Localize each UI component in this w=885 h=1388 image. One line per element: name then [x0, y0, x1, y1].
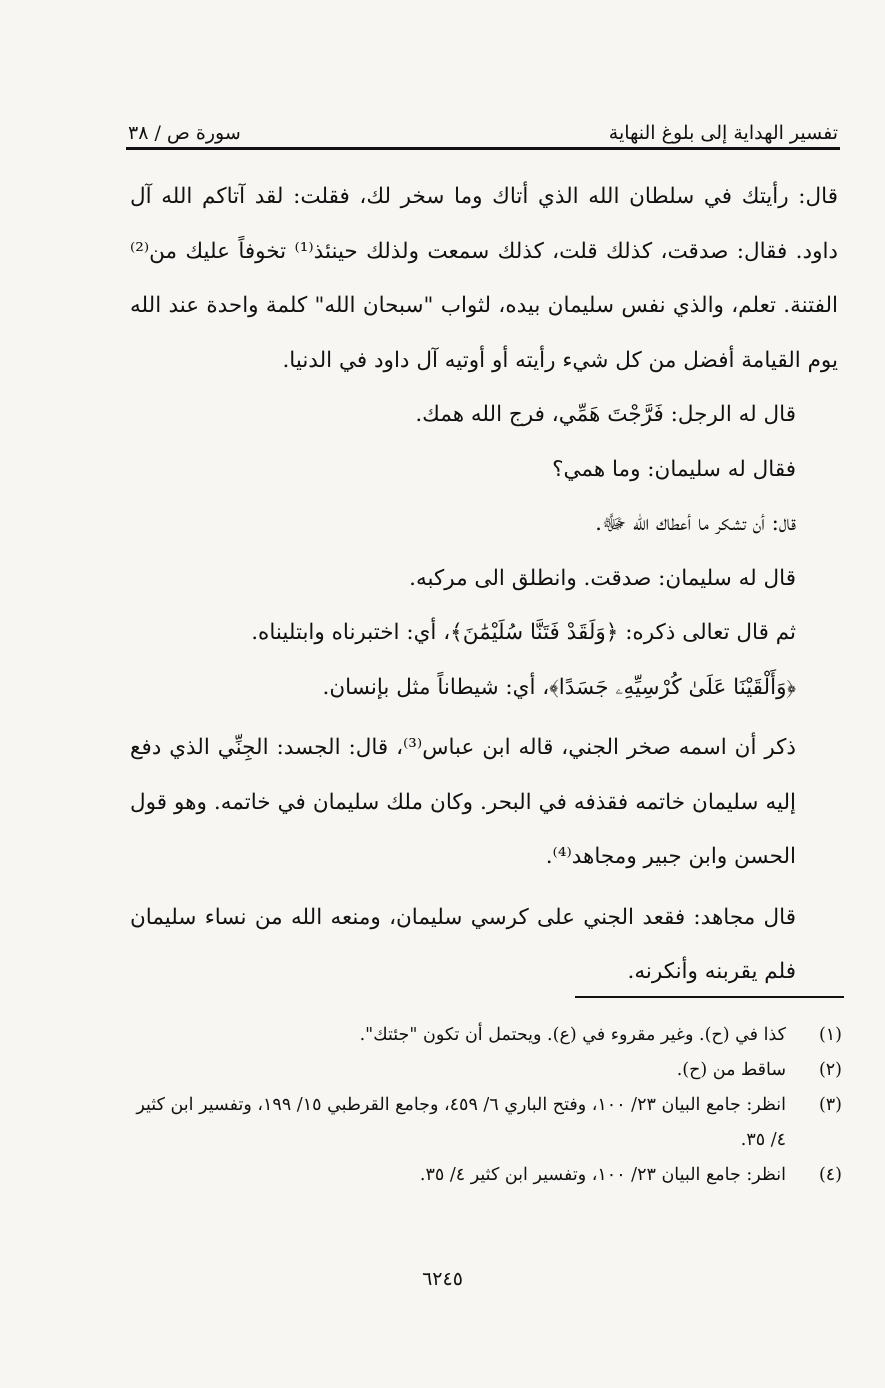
footnote-divider — [575, 996, 844, 998]
paragraph-4: قال: أن تشكر ما أعطاك الله ﷻ. — [595, 511, 796, 536]
footnote-number: (٢) — [818, 1060, 842, 1080]
paragraph-1: قال: رأيتك في سلطان الله الذي أتاك وما سخر لك، فقلت: لقد آتاكم الله آل داود. فقال: صدقت، كذلك قلت، كذلك سمعت ولذلك حينئذ⁽¹⁾ تخوفاً عليك من⁽²⁾ الفتنة. تعلم، والذي نفس سليمان بيده، لثواب "سبحان الله" كلمة واحدة عند الله يوم القيامة أفضل من كل شيء رأيته أو أوتيه آل داود في الدنيا. — [130, 184, 838, 373]
footnote-3 — [130, 1088, 842, 1158]
footnote-number: (٣) — [818, 1095, 842, 1115]
footnote-text: انظر: جامع البيان ٢٣/ ١٠٠، وفتح الباري ٦/ ٤٥٩، وجامع القرطبي ١٥/ ١٩٩، وتفسير ابن كثير ٤/ ٣٥. — [136, 1095, 786, 1150]
paragraph-7: ﴿وَأَلْقَيْنَا عَلَىٰ كُرْسِيِّهِۦ جَسَدًا﴾، أي: شيطاناً مثل بإنسان. — [322, 674, 796, 700]
footnote-number: (١) — [818, 1025, 842, 1045]
footnote-4 — [130, 1158, 842, 1193]
footnote-2 — [130, 1053, 842, 1088]
paragraph-3: فقال له سليمان: وما همي؟ — [552, 456, 796, 482]
paragraph-5: قال له سليمان: صدقت. وانطلق الى مركبه. — [409, 565, 796, 591]
book-title: تفسير الهداية إلى بلوغ النهاية — [608, 122, 838, 144]
main-text — [130, 170, 838, 1000]
page-number: ٦٢٤٥ — [422, 1268, 463, 1290]
footnotes — [130, 1018, 842, 1193]
paragraph-2: قال له الرجل: فَرَّجْتَ هَمِّي، فرج الله همك. — [415, 402, 796, 427]
running-header — [128, 104, 838, 144]
footnote-text: كذا في (ح). وغير مقروء في (ع). ويحتمل أن تكون "جئتك". — [359, 1025, 786, 1045]
paragraph-6: ثم قال تعالى ذكره: ﴿وَلَقَدْ فَتَنَّا سُلَيْمَٰنَ﴾، أي: اختبرناه وابتليناه. — [251, 620, 796, 645]
paragraph-8: ذكر أن اسمه صخر الجني، قاله ابن عباس⁽³⁾، قال: الجسد: الجِنِّي الذي دفع إليه سليمان خاتمه فقذفه في البحر. وكان ملك سليمان في خاتمه. وهو قول الحسن وابن جبير ومجاهد⁽⁴⁾. — [130, 735, 796, 869]
surah-label: سورة ص / ٣٨ — [128, 122, 241, 144]
footnote-1 — [130, 1018, 842, 1053]
header-divider — [126, 147, 840, 150]
footnote-number: (٤) — [818, 1165, 842, 1185]
paragraph-9: قال مجاهد: فقعد الجني على كرسي سليمان، ومنعه الله من نساء سليمان فلم يقربنه وأنكرنه. — [130, 904, 796, 984]
footnote-text: ساقط من (ح). — [676, 1060, 786, 1080]
footnote-text: انظر: جامع البيان ٢٣/ ١٠٠، وتفسير ابن كثير ٤/ ٣٥. — [419, 1165, 786, 1185]
